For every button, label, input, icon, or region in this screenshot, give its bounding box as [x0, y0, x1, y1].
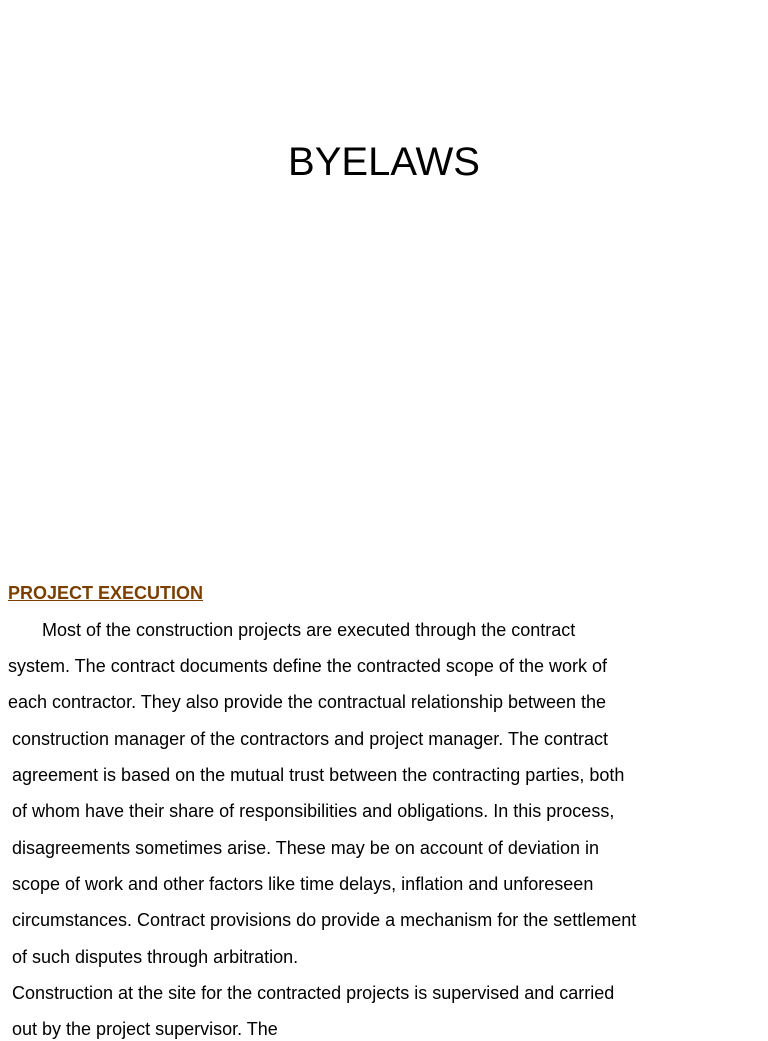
body-text-line: circumstances. Contract provisions do provide a mechanism for the settlement: [12, 910, 637, 930]
body-text-line: disagreements sometimes arise. These may be on account of deviation in: [12, 838, 599, 858]
body-text-line: of such disputes through arbitration.: [12, 947, 299, 967]
page-title: BYELAWS: [288, 140, 480, 184]
body-text-line: Most of the construction projects are executed through the contract: [42, 620, 576, 640]
body-text-line: out by the project supervisor. The: [12, 1019, 278, 1039]
body-text-line: each contractor. They also provide the contractual relationship between the: [8, 692, 607, 712]
body-text-line: agreement is based on the mutual trust between the contracting parties, both: [12, 765, 625, 785]
body-text-line: of whom have their share of responsibilities and obligations. In this process,: [12, 801, 615, 821]
body-text-line: system. The contract documents define the contracted scope of the work of: [8, 656, 607, 676]
body-text-line: construction manager of the contractors and project manager. The contract: [12, 729, 608, 749]
body-text-line: scope of work and other factors like time delays, inflation and unforeseen: [12, 874, 594, 894]
body-text-line: Construction at the site for the contracted projects is supervised and carried: [12, 983, 615, 1003]
section-heading: PROJECT EXECUTION: [8, 583, 204, 603]
